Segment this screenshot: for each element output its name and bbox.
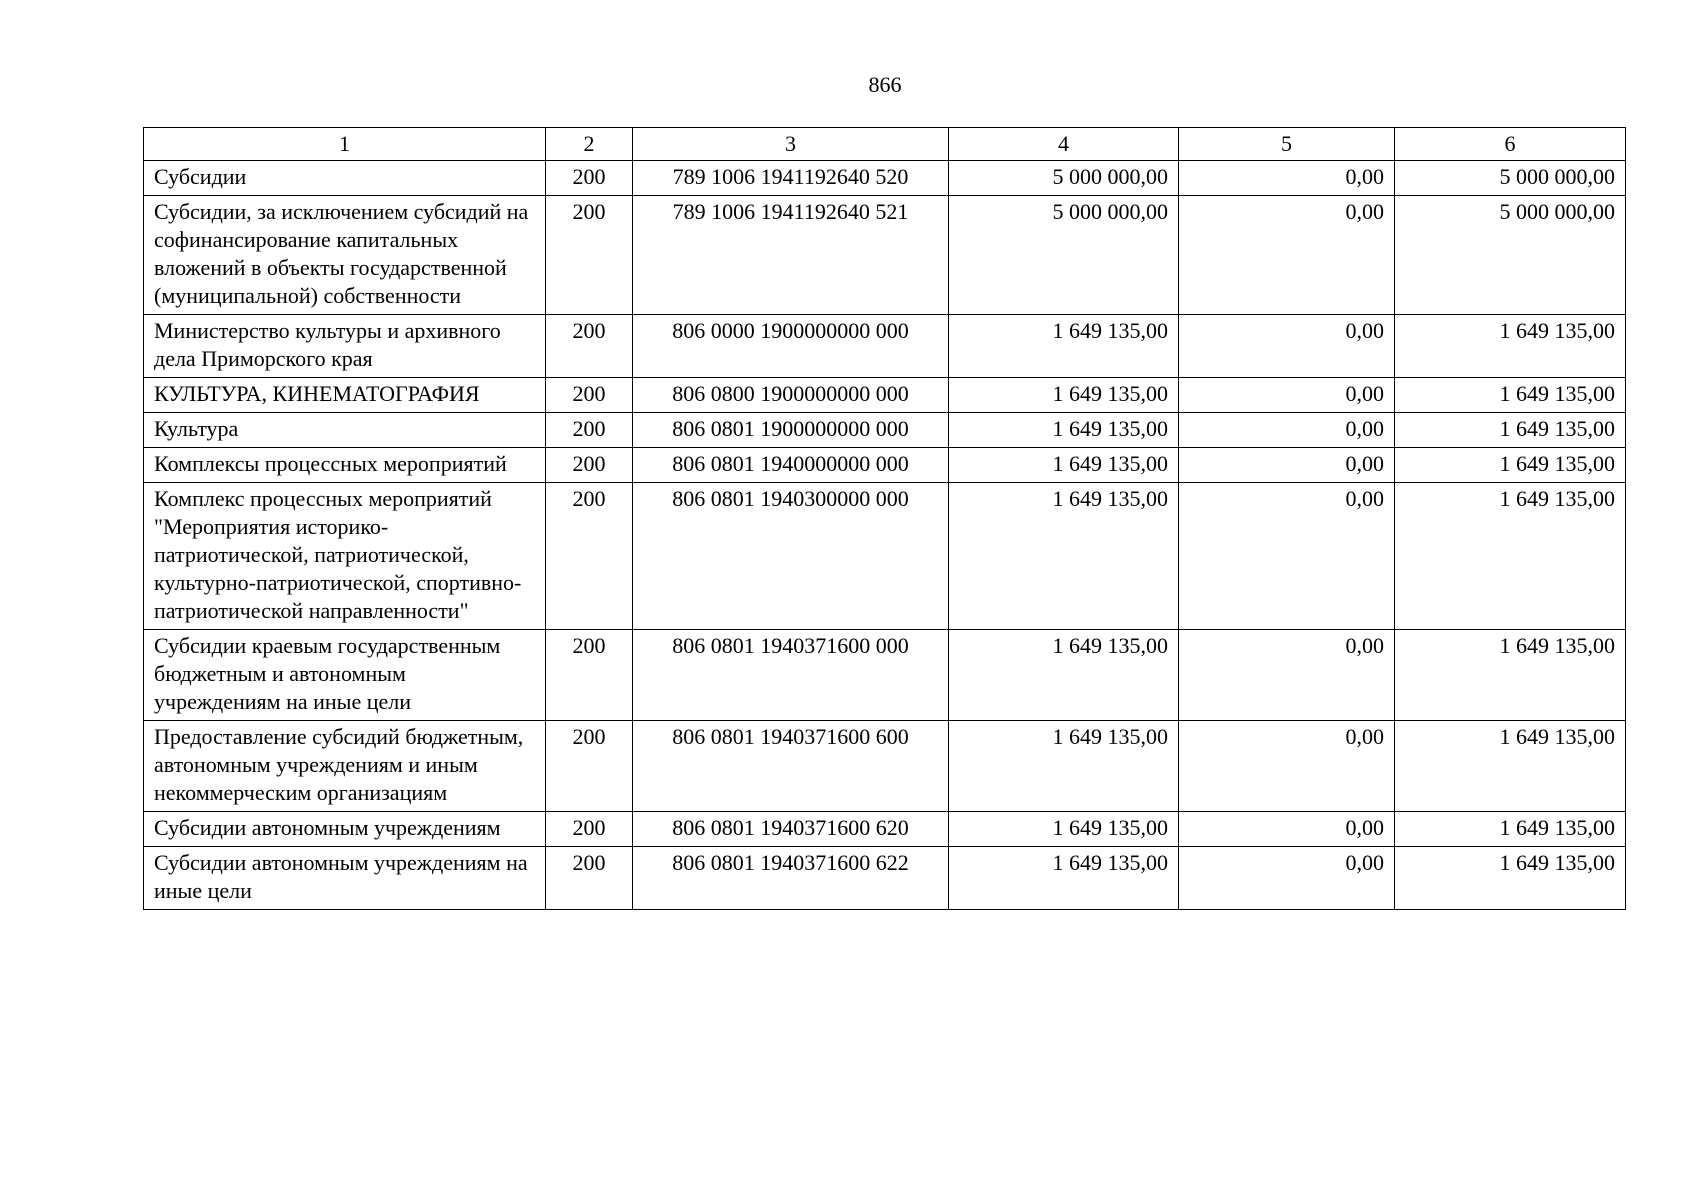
row-name: Субсидии, за исключением субсидий на софинансирование капитальных вложений в объекты государственной (муниципальной) собственности bbox=[144, 196, 546, 315]
row-value-col5: 0,00 bbox=[1179, 847, 1395, 910]
row-value-col5: 0,00 bbox=[1179, 161, 1395, 196]
table-row bbox=[144, 483, 1626, 630]
row-code: 200 bbox=[546, 378, 633, 413]
table-row bbox=[144, 847, 1626, 910]
row-classification-code: 789 1006 1941192640 520 bbox=[633, 161, 949, 196]
row-name: Министерство культуры и архивного дела Приморского края bbox=[144, 315, 546, 378]
row-value-col6: 1 649 135,00 bbox=[1395, 847, 1626, 910]
table-row bbox=[144, 630, 1626, 721]
row-classification-code: 806 0801 1940371600 620 bbox=[633, 812, 949, 847]
row-code: 200 bbox=[546, 448, 633, 483]
row-value-col4: 1 649 135,00 bbox=[949, 315, 1179, 378]
row-value-col4: 1 649 135,00 bbox=[949, 847, 1179, 910]
row-value-col4: 1 649 135,00 bbox=[949, 812, 1179, 847]
header-col-2: 2 bbox=[546, 128, 633, 161]
row-value-col5: 0,00 bbox=[1179, 413, 1395, 448]
row-name: Субсидии bbox=[144, 161, 546, 196]
header-row bbox=[144, 128, 1626, 161]
row-value-col6: 1 649 135,00 bbox=[1395, 483, 1626, 630]
row-value-col6: 1 649 135,00 bbox=[1395, 448, 1626, 483]
row-classification-code: 806 0801 1940371600 000 bbox=[633, 630, 949, 721]
row-name: Субсидии краевым государственным бюджетным и автономным учреждениям на иные цели bbox=[144, 630, 546, 721]
table-header bbox=[144, 128, 1626, 161]
row-name: Комплексы процессных мероприятий bbox=[144, 448, 546, 483]
row-classification-code: 789 1006 1941192640 521 bbox=[633, 196, 949, 315]
row-code: 200 bbox=[546, 630, 633, 721]
row-value-col4: 1 649 135,00 bbox=[949, 413, 1179, 448]
header-col-4: 4 bbox=[949, 128, 1179, 161]
row-name: Предоставление субсидий бюджетным, автономным учреждениям и иным некоммерческим организациям bbox=[144, 721, 546, 812]
row-value-col6: 1 649 135,00 bbox=[1395, 812, 1626, 847]
row-value-col6: 1 649 135,00 bbox=[1395, 721, 1626, 812]
row-code: 200 bbox=[546, 812, 633, 847]
header-col-5: 5 bbox=[1179, 128, 1395, 161]
row-classification-code: 806 0000 1900000000 000 bbox=[633, 315, 949, 378]
row-value-col4: 1 649 135,00 bbox=[949, 721, 1179, 812]
row-value-col5: 0,00 bbox=[1179, 196, 1395, 315]
table-row bbox=[144, 315, 1626, 378]
row-name: Культура bbox=[144, 413, 546, 448]
table-row bbox=[144, 413, 1626, 448]
row-value-col4: 5 000 000,00 bbox=[949, 196, 1179, 315]
row-classification-code: 806 0801 1940371600 622 bbox=[633, 847, 949, 910]
table-row bbox=[144, 161, 1626, 196]
header-col-3: 3 bbox=[633, 128, 949, 161]
row-value-col6: 5 000 000,00 bbox=[1395, 161, 1626, 196]
row-value-col6: 5 000 000,00 bbox=[1395, 196, 1626, 315]
row-value-col6: 1 649 135,00 bbox=[1395, 378, 1626, 413]
table-row bbox=[144, 812, 1626, 847]
row-code: 200 bbox=[546, 847, 633, 910]
row-value-col5: 0,00 bbox=[1179, 378, 1395, 413]
row-classification-code: 806 0801 1940300000 000 bbox=[633, 483, 949, 630]
page-number: 866 bbox=[868, 72, 902, 97]
row-name: Комплекс процессных мероприятий "Мероприятия историко-патриотической, патриотической, культурно-патриотической, спортивно-патриотической направленности" bbox=[144, 483, 546, 630]
header-col-6: 6 bbox=[1395, 128, 1626, 161]
row-value-col6: 1 649 135,00 bbox=[1395, 315, 1626, 378]
row-code: 200 bbox=[546, 315, 633, 378]
row-value-col5: 0,00 bbox=[1179, 812, 1395, 847]
row-value-col5: 0,00 bbox=[1179, 315, 1395, 378]
table-body bbox=[144, 161, 1626, 910]
row-code: 200 bbox=[546, 196, 633, 315]
row-value-col4: 1 649 135,00 bbox=[949, 448, 1179, 483]
row-classification-code: 806 0800 1900000000 000 bbox=[633, 378, 949, 413]
row-value-col5: 0,00 bbox=[1179, 721, 1395, 812]
table-row bbox=[144, 448, 1626, 483]
budget-table bbox=[143, 127, 1626, 910]
row-value-col5: 0,00 bbox=[1179, 483, 1395, 630]
row-classification-code: 806 0801 1900000000 000 bbox=[633, 413, 949, 448]
row-code: 200 bbox=[546, 483, 633, 630]
row-code: 200 bbox=[546, 413, 633, 448]
row-name: КУЛЬТУРА, КИНЕМАТОГРАФИЯ bbox=[144, 378, 546, 413]
row-value-col6: 1 649 135,00 bbox=[1395, 413, 1626, 448]
row-value-col5: 0,00 bbox=[1179, 630, 1395, 721]
header-col-1: 1 bbox=[144, 128, 546, 161]
table-row bbox=[144, 378, 1626, 413]
table-row bbox=[144, 196, 1626, 315]
table-row bbox=[144, 721, 1626, 812]
row-code: 200 bbox=[546, 161, 633, 196]
row-value-col4: 5 000 000,00 bbox=[949, 161, 1179, 196]
row-classification-code: 806 0801 1940371600 600 bbox=[633, 721, 949, 812]
row-value-col4: 1 649 135,00 bbox=[949, 630, 1179, 721]
row-code: 200 bbox=[546, 721, 633, 812]
row-value-col6: 1 649 135,00 bbox=[1395, 630, 1626, 721]
row-value-col4: 1 649 135,00 bbox=[949, 483, 1179, 630]
row-name: Субсидии автономным учреждениям bbox=[144, 812, 546, 847]
row-name: Субсидии автономным учреждениям на иные цели bbox=[144, 847, 546, 910]
row-value-col4: 1 649 135,00 bbox=[949, 378, 1179, 413]
row-classification-code: 806 0801 1940000000 000 bbox=[633, 448, 949, 483]
row-value-col5: 0,00 bbox=[1179, 448, 1395, 483]
